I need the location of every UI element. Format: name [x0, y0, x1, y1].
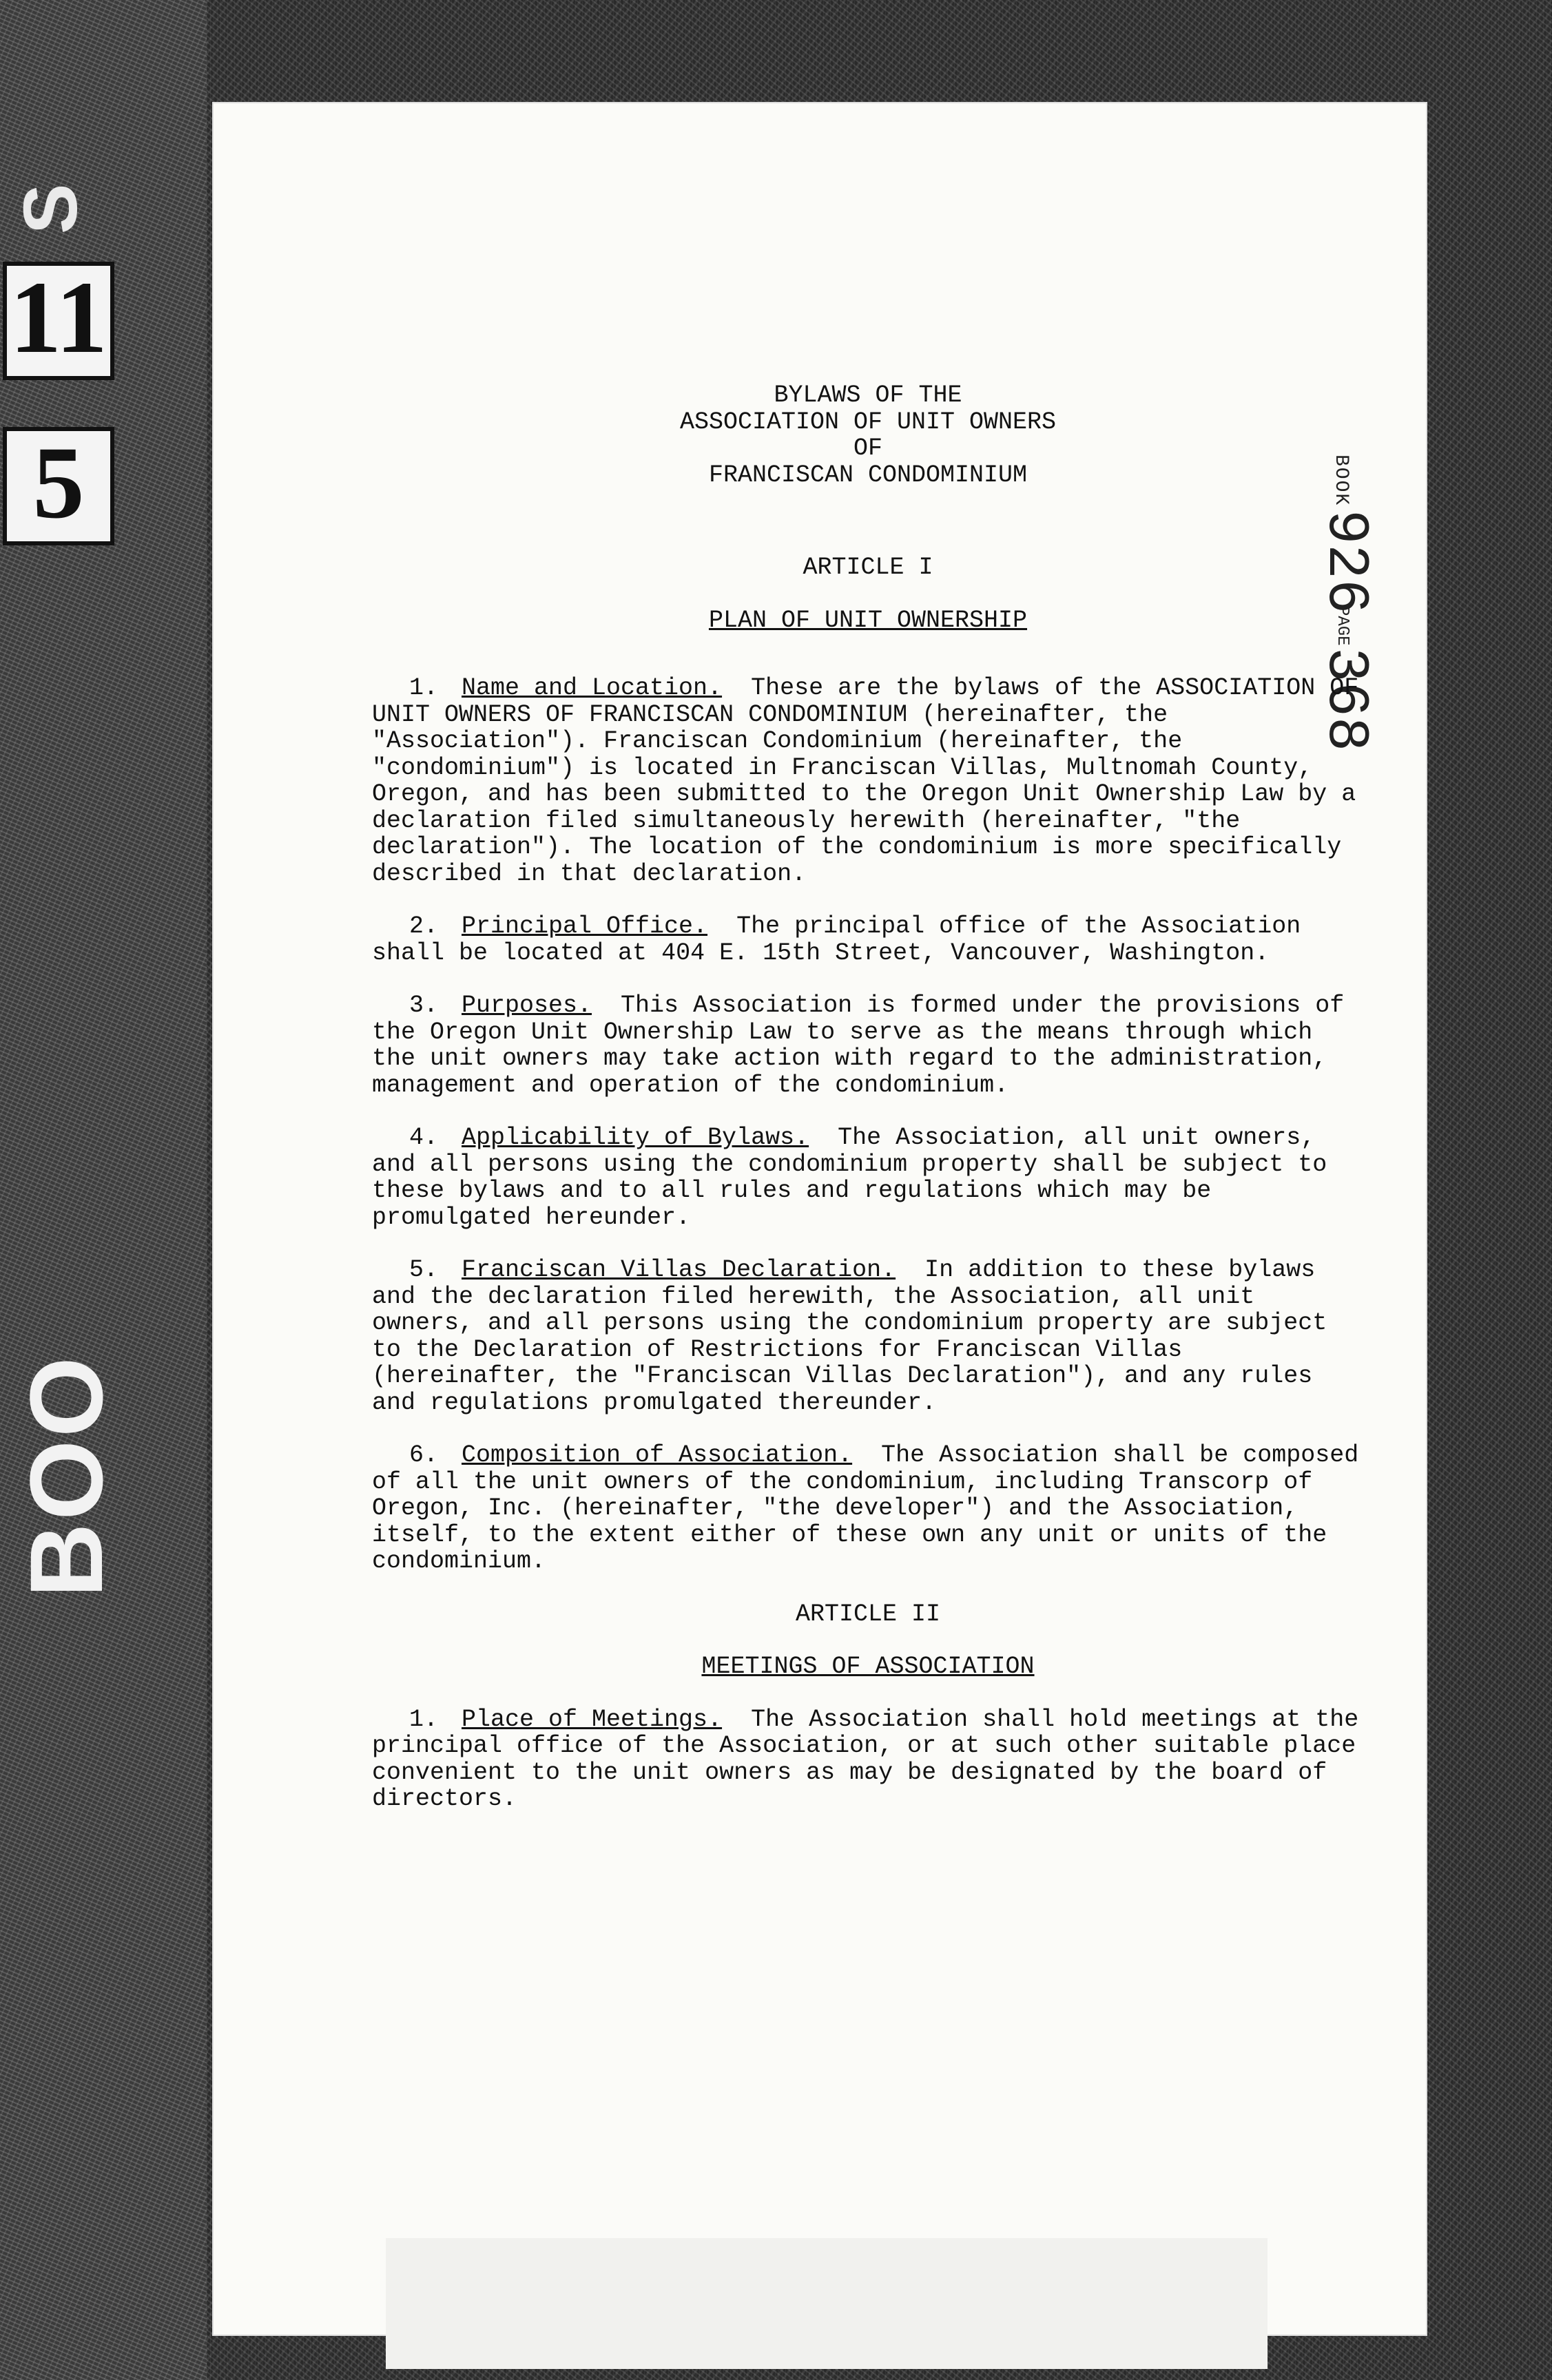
section-heading: Applicability of Bylaws. — [462, 1124, 809, 1151]
section-1-5 — [372, 1257, 1364, 1416]
section-heading: Place of Meetings. — [462, 1705, 723, 1733]
margin-stamp-letter-1: 11 — [3, 262, 114, 380]
title-line-4: FRANCISCAN CONDOMINIUM — [708, 461, 1028, 489]
section-1-3 — [372, 992, 1364, 1098]
title-line-2: ASSOCIATION OF UNIT OWNERS — [679, 408, 1057, 436]
section-heading: Principal Office. — [462, 912, 708, 940]
document-body — [372, 382, 1364, 1813]
page-bottom-edge — [386, 2238, 1268, 2369]
section-text: The Association shall hold meetings at the principal office of the Association, or at such other suitable place convenient to the unit owners as may be designated by the board of directors. — [372, 1705, 1359, 1813]
section-text: These are the bylaws of the ASSOCIATION OF UNIT OWNERS OF FRANCISCAN CONDOMINIUM (hereinafter, the "Association"). Franciscan Condominium (hereinafter, the "condominium") is located in Franciscan Villas, Multnomah County, Oregon, and has been submitted to the Oregon Unit Ownership Law by a declaration filed simultaneously herewith (hereinafter, "the declaration"). The location of the condominium is more specifically described in that declaration. — [372, 674, 1359, 888]
article-1-title: PLAN OF UNIT OWNERSHIP — [708, 606, 1028, 634]
margin-stamp-letter-2: 5 — [3, 427, 114, 545]
section-1-6 — [372, 1442, 1364, 1575]
document-title — [372, 382, 1364, 488]
article-2-label: ARTICLE II — [795, 1600, 941, 1628]
article-2-title: MEETINGS OF ASSOCIATION — [701, 1653, 1035, 1680]
section-text: The principal office of the Association shall be located at 404 E. 15th Street, Vancouver, Washington. — [372, 912, 1301, 967]
margin-book-stamp: BOO — [8, 1354, 124, 1598]
section-text: The Association shall be composed of all the unit owners of the condominium, including Transcorp of Oregon, Inc. (hereinafter, "the developer") and the Association, itself, to the extent either of these own any unit or units of the condominium. — [372, 1441, 1359, 1575]
section-heading: Composition of Association. — [462, 1441, 853, 1469]
section-number: 2. — [408, 912, 438, 940]
section-text: This Association is formed under the provisions of the Oregon Unit Ownership Law to serve as the means through which the unit owners may take action with regard to the administration, management and operation of the condominium. — [372, 992, 1345, 1099]
section-number: 6. — [408, 1441, 438, 1469]
title-line-3: OF — [853, 435, 882, 462]
section-1-1 — [372, 675, 1364, 887]
title-line-1: BYLAWS OF THE — [774, 382, 962, 409]
section-number: 5. — [408, 1256, 438, 1284]
section-number: 4. — [408, 1124, 438, 1151]
page-number: 368 — [1312, 647, 1378, 752]
page-label: PAGE — [1333, 606, 1352, 646]
margin-code-text: S — [8, 180, 93, 234]
section-number: 3. — [408, 992, 438, 1019]
left-margin-strip — [0, 0, 207, 2380]
section-number: 1. — [408, 1705, 438, 1733]
book-label: BOOK — [1330, 455, 1352, 507]
section-text: In addition to these bylaws and the declaration filed herewith, the Association, all unit owners, and all persons using the condominium property are subject to the Declaration of Restrictions for Franciscan Villas (hereinafter, the "Franciscan Villas Declaration"), and any rules and regulations promulgated thereunder. — [372, 1256, 1327, 1417]
section-number: 1. — [408, 674, 438, 702]
section-heading: Purposes. — [462, 992, 592, 1019]
article-1-label: ARTICLE I — [803, 554, 933, 581]
section-heading: Franciscan Villas Declaration. — [462, 1256, 896, 1284]
section-1-4 — [372, 1125, 1364, 1231]
section-text: The Association, all unit owners, and all persons using the condominium property shall be subject to these bylaws and to all rules and regulations which may be promulgated hereunder. — [372, 1124, 1327, 1231]
section-1-2 — [372, 913, 1364, 966]
section-2-1 — [372, 1706, 1364, 1813]
section-heading: Name and Location. — [462, 674, 723, 702]
book-number: 926 — [1312, 510, 1378, 614]
